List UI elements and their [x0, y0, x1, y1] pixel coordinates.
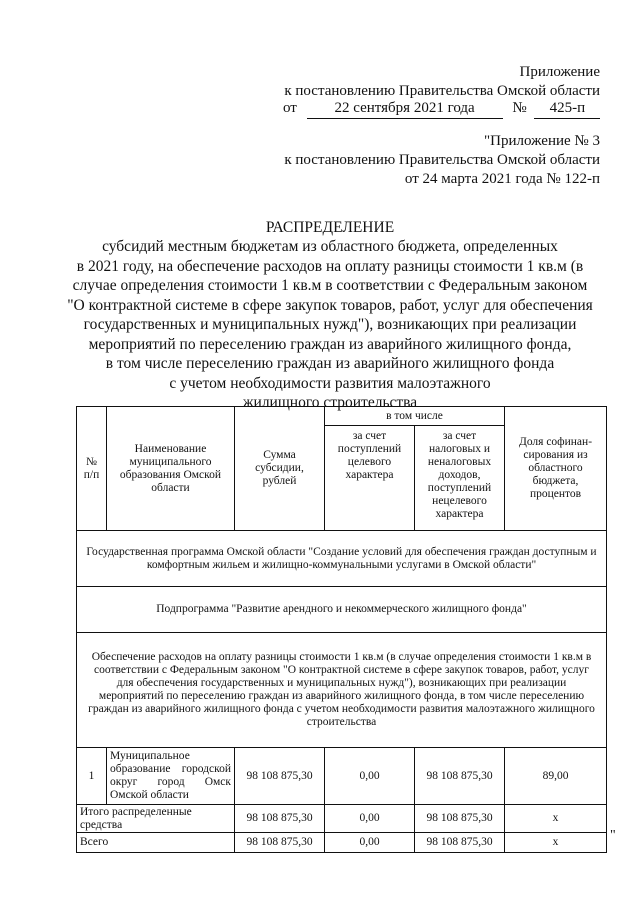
number-label: № — [512, 100, 527, 116]
header-target-revenue: за счет поступлений целевого характера — [325, 426, 415, 531]
prev-appendix-title: "Приложение № 3 — [484, 133, 600, 149]
prev-appendix-reference: к постановлению Правительства Омской области — [284, 152, 600, 168]
header-name: Наименование муниципального образования Омской области — [107, 407, 235, 531]
title-line: в том числе переселению граждан из аварийного жилищного фонда — [105, 355, 555, 372]
page-title: РАСПРЕДЕЛЕНИЕ — [265, 219, 395, 236]
title-line: в 2021 году, на обеспечение расходов на оплату разницы стоимости 1 кв.м (в — [76, 257, 584, 275]
title-line: "О контрактной системе в сфере закупок товаров, работ, услуг для обеспечения — [67, 296, 593, 314]
header-tax-revenue: за счет налоговых и неналоговых доходов, поступлений нецелевого характера — [415, 426, 505, 531]
total-distributed-tax: 98 108 875,30 — [415, 805, 505, 833]
total-distributed-target: 0,00 — [325, 805, 415, 833]
subprogram-row — [77, 587, 607, 633]
grand-total-label: Всего — [77, 833, 235, 853]
distribution-table — [76, 406, 607, 853]
resolution-number: 425-п — [534, 99, 600, 119]
table-header-row — [77, 407, 607, 426]
program-row — [77, 531, 607, 587]
total-distributed-share: x — [505, 805, 607, 833]
row-sum: 98 108 875,30 — [235, 748, 325, 805]
purpose-text: Обеспечение расходов на оплату разницы стоимости 1 кв.м (в случае определения стоимости 1 кв.м в соответствии с Федеральным законом "О контрактной системе в сфере закупок товаров, работ, услуг для обеспечения государственных и муниципальных нужд"), возникающих при реализации мероприятий по переселению граждан из аварийного жилищного фонда, в том числе переселению граждан из аварийного жилищного фонда с учетом необходимости развития малоэтажного жилищного строительства — [77, 633, 607, 748]
program-name: Государственная программа Омской области "Создание условий для обеспечения граждан доступным и комфортным жильем и жилищно-коммунальными услугами в Омской области" — [77, 531, 607, 587]
grand-total-target: 0,00 — [325, 833, 415, 853]
table-row — [77, 748, 607, 805]
header-including: в том числе — [325, 407, 505, 426]
grand-total-sum: 98 108 875,30 — [235, 833, 325, 853]
appendix-label: Приложение — [519, 64, 600, 80]
row-tax: 98 108 875,30 — [415, 748, 505, 805]
grand-total-row — [77, 833, 607, 853]
title-line: случае определения стоимости 1 кв.м в соответствии с Федеральным законом — [72, 277, 588, 294]
row-share: 89,00 — [505, 748, 607, 805]
title-line: жилищного строительства — [242, 394, 418, 411]
header-sum: Сумма субсидии, рублей — [235, 407, 325, 531]
total-distributed-sum: 98 108 875,30 — [235, 805, 325, 833]
closing-quote: " — [610, 828, 616, 843]
title-line: субсидий местным бюджетам из областного бюджета, определенных — [102, 238, 558, 255]
from-label: от — [283, 100, 297, 116]
title-line: с учетом необходимости развития малоэтажного — [169, 374, 491, 392]
header-share: Доля софинан-сирования из областного бюджета, процентов — [505, 407, 607, 531]
subprogram-name: Подпрограмма "Развитие арендного и некоммерческого жилищного фонда" — [77, 587, 607, 633]
grand-total-tax: 98 108 875,30 — [415, 833, 505, 853]
title-line: мероприятий по переселению граждан из аварийного жилищного фонда, — [88, 335, 572, 353]
row-num: 1 — [77, 748, 107, 805]
row-target: 0,00 — [325, 748, 415, 805]
grand-total-share: x — [505, 833, 607, 853]
title-line: государственных и муниципальных нужд"), возникающих при реализации — [83, 316, 577, 333]
total-distributed-label: Итого распределенные средства — [77, 805, 235, 833]
title-description — [60, 237, 600, 413]
resolution-date: 22 сентября 2021 года — [307, 99, 503, 119]
prev-appendix-date: от 24 марта 2021 года № 122-п — [404, 171, 600, 187]
header-num: № п/п — [77, 407, 107, 531]
resolution-date-line — [283, 99, 600, 119]
total-distributed-row — [77, 805, 607, 833]
resolution-reference: к постановлению Правительства Омской области — [284, 83, 600, 99]
purpose-row — [77, 633, 607, 748]
row-municipality: Муниципальное образование городской округ город Омск Омской области — [107, 748, 235, 805]
